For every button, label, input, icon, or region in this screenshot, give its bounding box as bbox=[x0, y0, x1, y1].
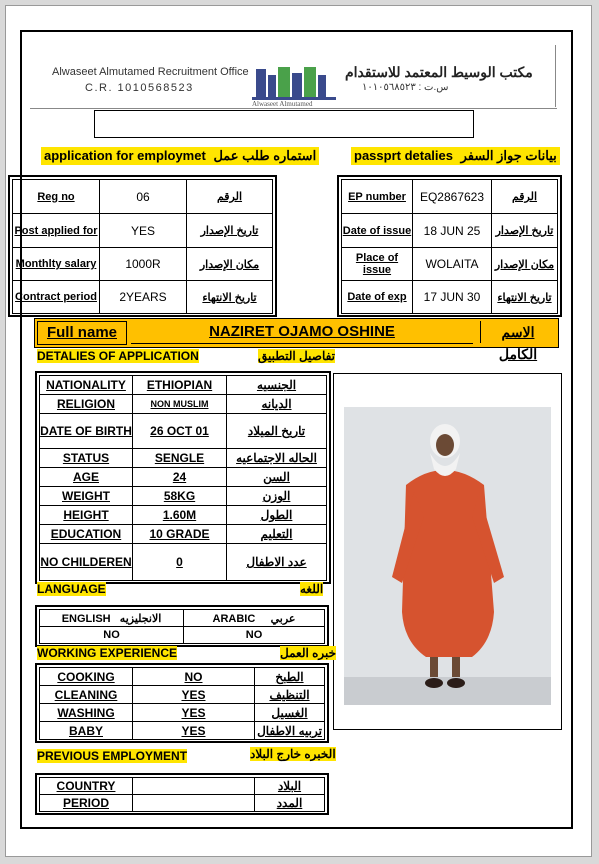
details-table bbox=[39, 375, 327, 581]
table-row bbox=[40, 544, 327, 581]
weight-label-ar: الوزن bbox=[227, 487, 327, 506]
expiry-date-label: Date of exp bbox=[342, 281, 413, 314]
table-row bbox=[40, 795, 325, 812]
english-label-ar: الانجليزيه bbox=[119, 612, 162, 625]
post-applied-label: Post applied for bbox=[13, 214, 100, 248]
experience-section-title-ar: خبره العمل bbox=[280, 646, 337, 660]
ep-number-label-ar: الرقم bbox=[492, 180, 558, 214]
previous-table bbox=[39, 777, 325, 812]
age-label-ar: السن bbox=[227, 468, 327, 487]
table-row bbox=[40, 487, 327, 506]
passport-title-en: passprt detalies bbox=[354, 148, 453, 163]
arabic-label: ARABIC bbox=[212, 612, 256, 625]
salary-label-ar: مكان الإصدار bbox=[187, 248, 273, 281]
table-row bbox=[40, 506, 327, 525]
table-row bbox=[40, 376, 327, 395]
table-row bbox=[342, 180, 558, 214]
company-name-ar: مكتب الوسيط المعتمد للاستقدام bbox=[345, 64, 533, 80]
issue-date-value: 18 JUN 25 bbox=[413, 214, 492, 248]
blank-box bbox=[94, 110, 474, 138]
expiry-date-value: 17 JUN 30 bbox=[413, 281, 492, 314]
post-applied-label-ar: تاريخ الإصدار bbox=[187, 214, 273, 248]
table-row bbox=[342, 214, 558, 248]
reg-no-label-ar: الرقم bbox=[187, 180, 273, 214]
post-applied-value: YES bbox=[100, 214, 187, 248]
header-divider bbox=[30, 108, 557, 109]
table-row bbox=[13, 248, 273, 281]
table-row bbox=[40, 722, 325, 740]
table-row bbox=[40, 525, 327, 544]
dob-label-ar: تاريخ الميلاد bbox=[227, 414, 327, 449]
washing-value: YES bbox=[133, 704, 255, 722]
table-row bbox=[40, 704, 325, 722]
height-label-ar: الطول bbox=[227, 506, 327, 525]
experience-table bbox=[39, 667, 325, 740]
language-section-title: LANGUAGE bbox=[37, 582, 106, 596]
period-label: PERIOD bbox=[40, 795, 133, 812]
height-label: HEIGHT bbox=[40, 506, 133, 525]
period-label-ar: المدد bbox=[255, 795, 325, 812]
salary-label: Monthlty salary bbox=[13, 248, 100, 281]
company-cr-ar: س.ت : ١٠١٠٥٦٨٥٢٣ bbox=[362, 82, 449, 93]
table-row bbox=[342, 281, 558, 314]
table-row bbox=[13, 281, 273, 314]
company-cr-en: C.R. 1010568523 bbox=[85, 82, 194, 94]
table-row bbox=[40, 686, 325, 704]
country-value bbox=[133, 778, 255, 795]
passport-title bbox=[351, 147, 560, 165]
status-label-ar: الحاله الاجتماعيه bbox=[227, 449, 327, 468]
country-label: COUNTRY bbox=[40, 778, 133, 795]
dob-label: DATE OF BIRTH bbox=[40, 414, 133, 449]
registration-table bbox=[12, 179, 273, 314]
english-header bbox=[40, 610, 184, 627]
arabic-header bbox=[184, 610, 325, 627]
weight-label: WEIGHT bbox=[40, 487, 133, 506]
nationality-label-ar: الجنسيه bbox=[227, 376, 327, 395]
passport-table-box bbox=[337, 175, 562, 317]
washing-label: WASHING bbox=[40, 704, 133, 722]
passport-table bbox=[341, 179, 558, 314]
details-table-box bbox=[35, 371, 331, 584]
baby-label-ar: تربيه الاطفال bbox=[255, 722, 325, 740]
application-title-ar: استماره طلب عمل bbox=[213, 148, 317, 163]
full-name-label: Full name bbox=[37, 321, 127, 345]
arabic-label-ar: عربي bbox=[270, 612, 296, 625]
height-value: 1.60M bbox=[133, 506, 227, 525]
cooking-label: COOKING bbox=[40, 668, 133, 686]
cleaning-label-ar: التنظيف bbox=[255, 686, 325, 704]
reg-no-label: Reg no bbox=[13, 180, 100, 214]
issue-place-value: WOLAITA bbox=[413, 248, 492, 281]
table-row bbox=[40, 627, 325, 644]
table-row bbox=[40, 414, 327, 449]
table-row bbox=[13, 180, 273, 214]
application-section-title: DETALIES OF APPLICATION bbox=[37, 349, 199, 363]
nationality-label: NATIONALITY bbox=[40, 376, 133, 395]
table-row bbox=[40, 668, 325, 686]
full-name-value: NAZIRET OJAMO OSHINE bbox=[131, 321, 473, 344]
weight-value: 58KG bbox=[133, 487, 227, 506]
issue-place-label: Place of issue bbox=[342, 248, 413, 281]
cleaning-value: YES bbox=[133, 686, 255, 704]
contract-value: 2YEARS bbox=[100, 281, 187, 314]
language-table bbox=[39, 609, 325, 644]
reg-no-value: 06 bbox=[100, 180, 187, 214]
table-row bbox=[40, 778, 325, 795]
application-section-title-ar: تفاصيل التطبيق bbox=[258, 349, 336, 363]
education-value: 10 GRADE bbox=[133, 525, 227, 544]
table-row bbox=[40, 610, 325, 627]
baby-label: BABY bbox=[40, 722, 133, 740]
arabic-value: NO bbox=[184, 627, 325, 644]
passport-title-ar: بيانات جواز السفر bbox=[460, 148, 557, 163]
issue-date-label-ar: تاريخ الإصدار bbox=[492, 214, 558, 248]
country-label-ar: البلاد bbox=[255, 778, 325, 795]
period-value bbox=[133, 795, 255, 812]
previous-table-box bbox=[35, 773, 329, 815]
religion-label-ar: الديانه bbox=[227, 395, 327, 414]
contract-label: Contract period bbox=[13, 281, 100, 314]
company-name-en: Alwaseet Almutamed Recruitment Office bbox=[52, 66, 249, 78]
dob-value: 26 OCT 01 bbox=[133, 414, 227, 449]
experience-table-box bbox=[35, 663, 329, 743]
status-value: SENGLE bbox=[133, 449, 227, 468]
full-name-label-ar: الاسم الكامل bbox=[480, 321, 555, 343]
registration-table-box bbox=[8, 175, 277, 317]
previous-section-title-ar: الخبره خارج البلاد bbox=[250, 747, 336, 761]
application-title-en: application for employmet bbox=[44, 148, 206, 163]
table-row bbox=[342, 248, 558, 281]
previous-section-title: PREVIOUS EMPLOYMENT bbox=[37, 749, 188, 763]
ep-number-label: EP number bbox=[342, 180, 413, 214]
salary-value: 1000R bbox=[100, 248, 187, 281]
experience-section-title: WORKING EXPERIENCE bbox=[37, 646, 178, 660]
issue-place-label-ar: مكان الإصدار bbox=[492, 248, 558, 281]
religion-label: RELIGION bbox=[40, 395, 133, 414]
header-vertical-divider bbox=[555, 45, 556, 107]
education-label: EDUCATION bbox=[40, 525, 133, 544]
cooking-label-ar: الطبخ bbox=[255, 668, 325, 686]
cooking-value: NO bbox=[133, 668, 255, 686]
language-section-title-ar: اللغه bbox=[300, 582, 324, 596]
nationality-value: ETHIOPIAN bbox=[133, 376, 227, 395]
logo-caption: Alwaseet Almutamed bbox=[252, 100, 313, 108]
applicant-photo bbox=[344, 407, 551, 705]
children-value: 0 bbox=[133, 544, 227, 581]
cleaning-label: CLEANING bbox=[40, 686, 133, 704]
table-row bbox=[40, 449, 327, 468]
applicant-photo-frame bbox=[333, 373, 562, 730]
table-row bbox=[40, 468, 327, 487]
table-row bbox=[40, 395, 327, 414]
english-value: NO bbox=[40, 627, 184, 644]
application-title bbox=[41, 147, 319, 165]
religion-value: NON MUSLIM bbox=[133, 395, 227, 414]
baby-value: YES bbox=[133, 722, 255, 740]
status-label: STATUS bbox=[40, 449, 133, 468]
english-label: ENGLISH bbox=[61, 612, 111, 625]
age-label: AGE bbox=[40, 468, 133, 487]
ep-number-value: EQ2867623 bbox=[413, 180, 492, 214]
issue-date-label: Date of issue bbox=[342, 214, 413, 248]
children-label: NO CHILDEREN bbox=[40, 544, 133, 581]
education-label-ar: التعليم bbox=[227, 525, 327, 544]
contract-label-ar: تاريخ الانتهاء bbox=[187, 281, 273, 314]
expiry-date-label-ar: تاريخ الانتهاء bbox=[492, 281, 558, 314]
language-table-box bbox=[35, 605, 329, 647]
table-row bbox=[13, 214, 273, 248]
age-value: 24 bbox=[133, 468, 227, 487]
children-label-ar: عدد الاطفال bbox=[227, 544, 327, 581]
washing-label-ar: الغسيل bbox=[255, 704, 325, 722]
